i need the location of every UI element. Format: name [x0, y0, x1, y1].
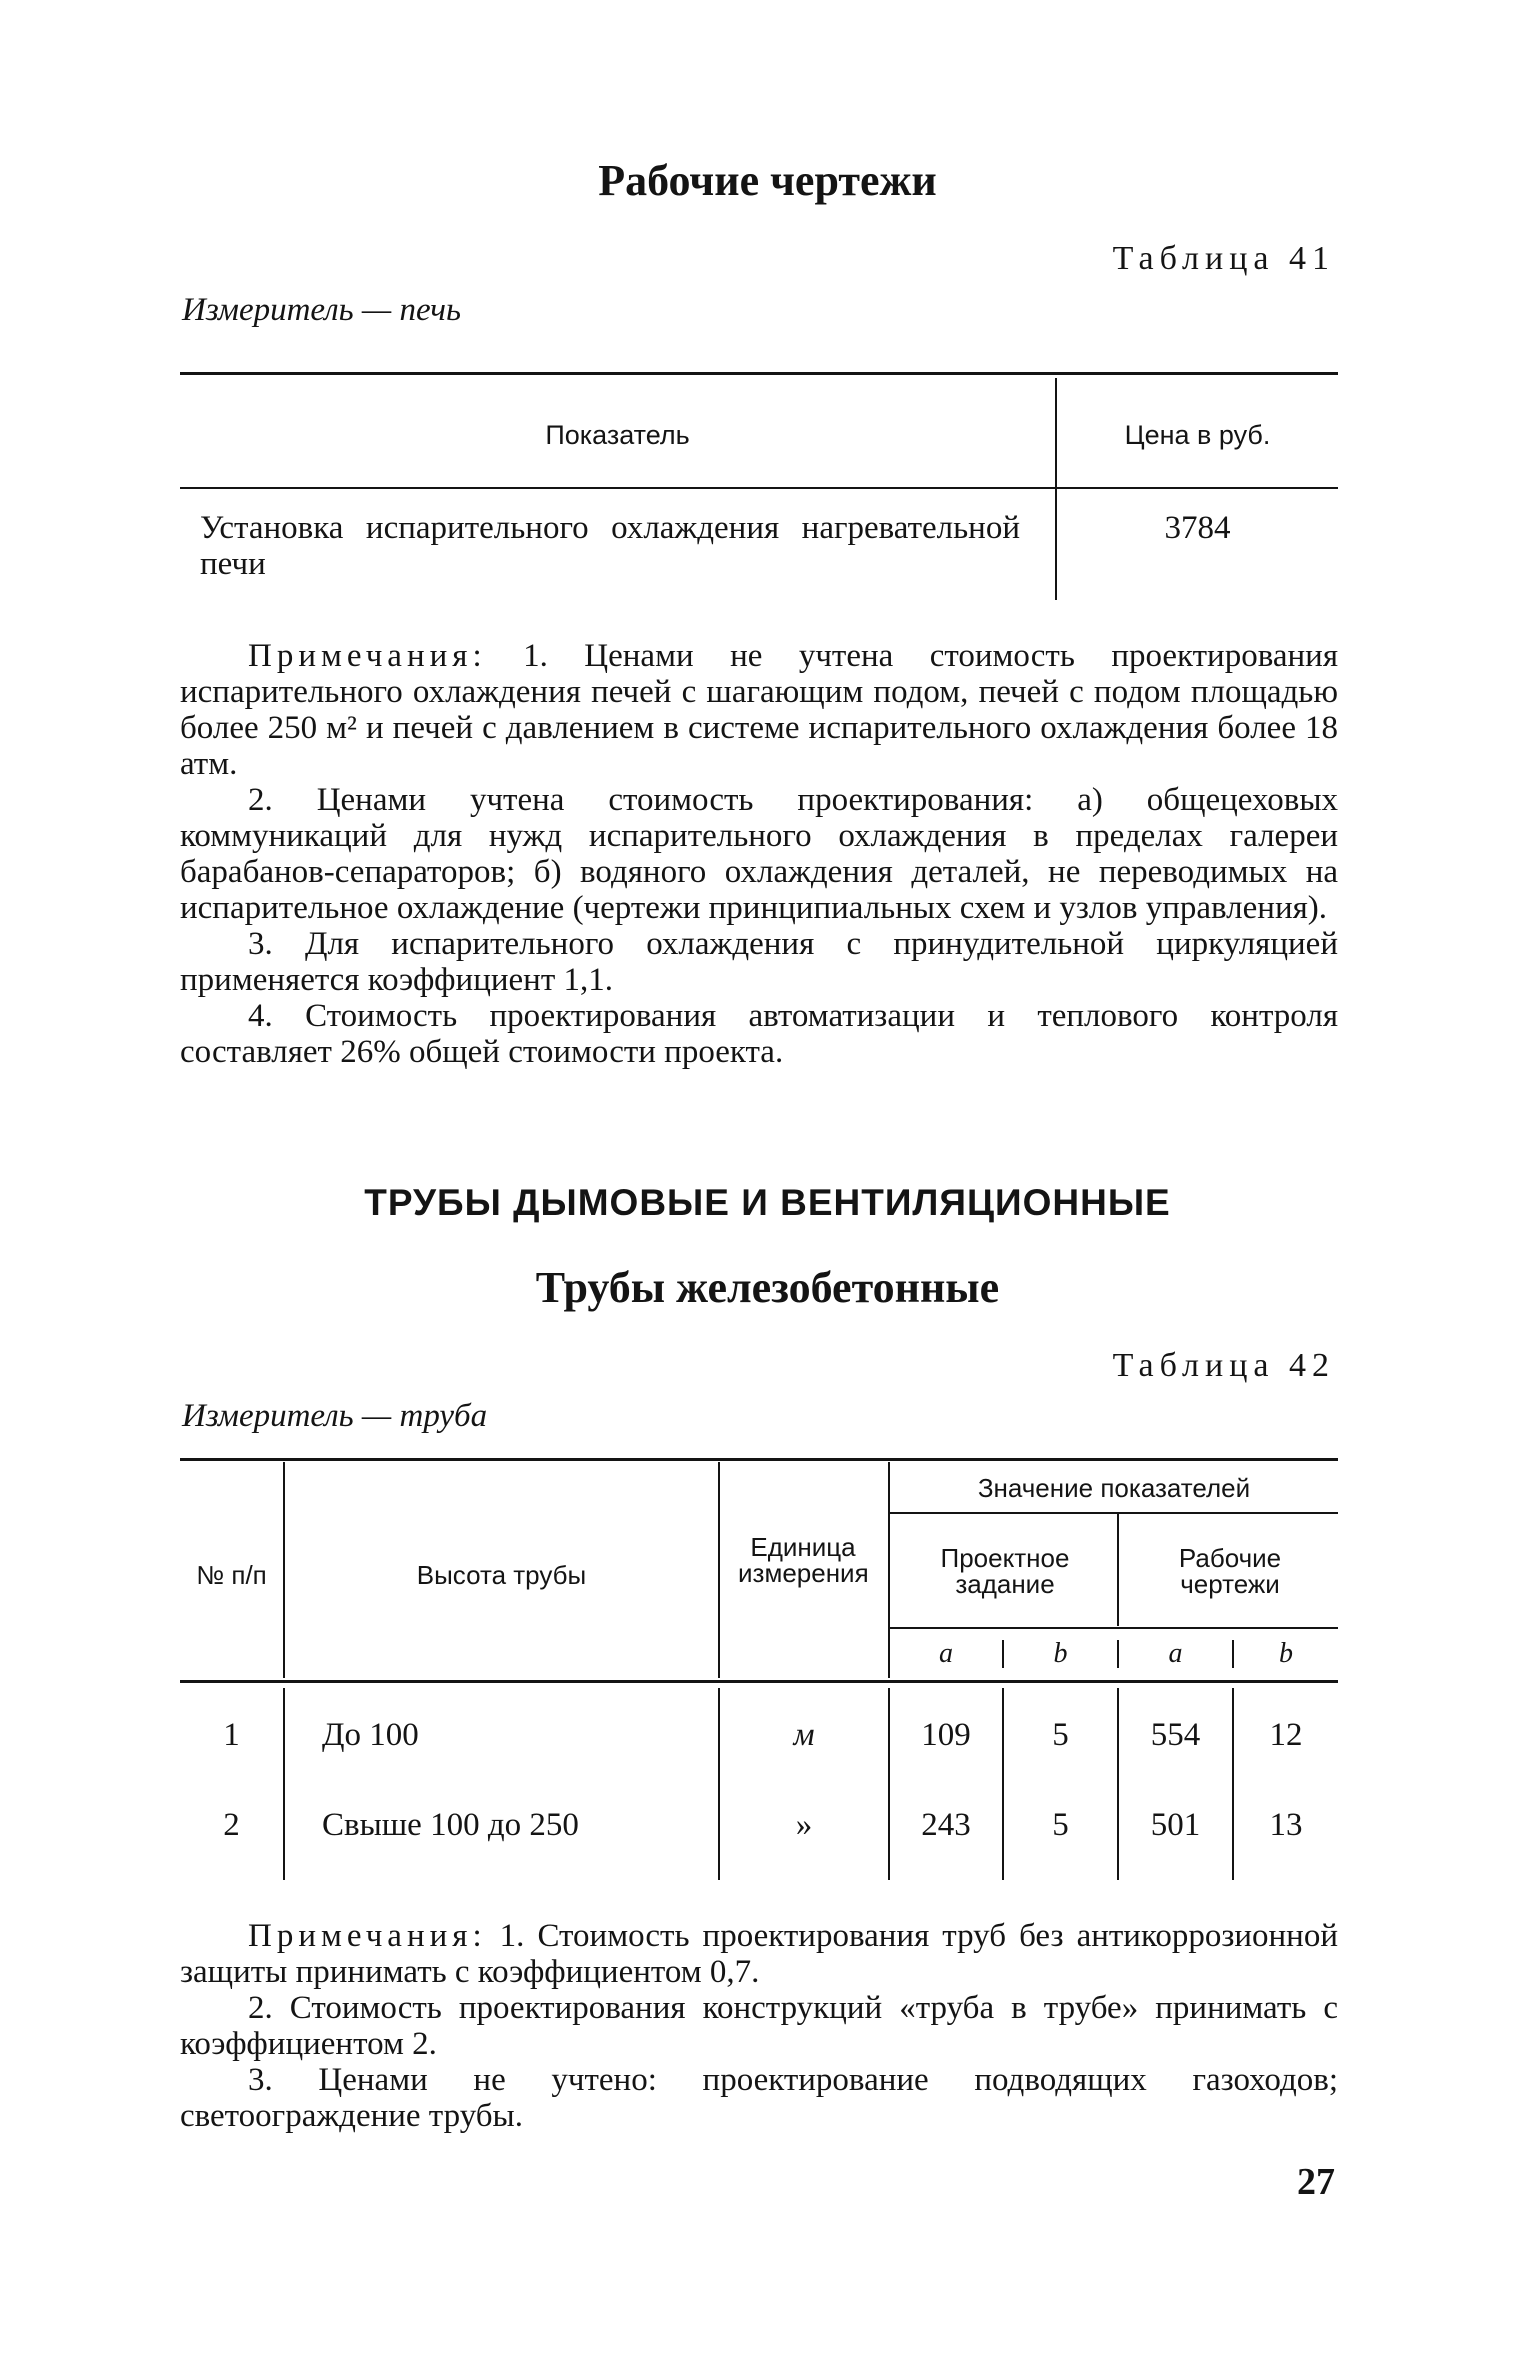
note-1: Примечания: 1. Стоимость проектирования труб без антикоррозионной защиты принимать с коэффициентом 0,7.: [180, 1918, 1338, 1990]
section-heading-chimneys: ТРУБЫ ДЫМОВЫЕ И ВЕНТИЛЯЦИОННЫЕ: [364, 1182, 1171, 1223]
section-title-working-drawings: Рабочие чертежи: [598, 156, 937, 205]
table-42-unit: Измеритель — труба: [182, 1398, 488, 1434]
table-41-row-indicator: Установка испарительного охлаждения нагревательной печи: [200, 510, 1020, 582]
table-42-header-project: Проектное задание: [940, 1543, 1070, 1599]
table-42-sub-a-working: a: [1168, 1638, 1183, 1669]
section1-notes: [180, 638, 1338, 1070]
table-41-row-price: 3784: [1164, 510, 1231, 546]
table-42-sub-b-project: b: [1053, 1638, 1068, 1669]
table-42-header-values: Значение показателей: [977, 1473, 1251, 1503]
page-number: 27: [1297, 2161, 1335, 2203]
table-41-header-indicator: Показатель: [545, 420, 690, 450]
table-42-header-number: № п/п: [196, 1560, 267, 1590]
note-3: 3. Ценами не учтено: проектирование подводящих газоходов; светоограждение трубы.: [180, 2062, 1338, 2134]
table-42-header-height: Высота трубы: [416, 1560, 587, 1590]
table-42-header-working: Рабочие чертежи: [1178, 1543, 1282, 1599]
section2-notes: [180, 1918, 1338, 2134]
table-42-label: Таблица 42: [1112, 1347, 1335, 1384]
section-title-concrete-pipes: Трубы железобетонные: [535, 1263, 1000, 1312]
note-3: 3. Для испарительного охлаждения с принудительной циркуляцией применяется коэффициент 1,1.: [180, 926, 1338, 998]
table-42-sub-b-working: b: [1279, 1638, 1293, 1669]
table-42-sub-a-project: a: [939, 1638, 953, 1669]
table-41-unit: Измеритель — печь: [182, 292, 461, 328]
note-2: 2. Ценами учтена стоимость проектирования: а) общецеховых коммуникаций для нужд испарительного охлаждения в пределах галереи барабанов-сепараторов; б) водяного охлаждения деталей, не переводимых на испарительное охлаждение (чертежи принципиальных схем и узлов управления).: [180, 782, 1338, 926]
table-42-header-unit: Единица измерения: [738, 1532, 869, 1588]
document-page: Рабочие чертежи Таблица 41 Измеритель — печь Показатель Цена в руб. Установка испарительного охлаждения нагревательной печи 3784 Примечания: 1. Ценами не учтена стоимость проектирования испарительного охлаждения печей с шагающим подом, печей с подом площадью более 250 м² и печей с давлением в системе испарительного охлаждения более 18 атм. 2. Ценами учтена стоимость проектирования: а) общецеховых коммуникаций для нужд испарительного охлаждения в пределах галереи барабанов-сепараторов; б) водяного охлаждения деталей, не переводимых на испарительное охлаждение (чертежи принципиальных схем и узлов управления). 3. Для испарительного охлаждения с принудительной циркуляцией применяется коэффициент 1,1. 4. Стоимость проектирования автоматизации и теплового контроля составляет 26% общей стоимости проекта. ТРУБЫ ДЫМОВЫЕ И ВЕНТИЛЯЦИОННЫЕ Трубы железобетонные Таблица 42 Измеритель — труба № п/п Высота трубы Единица измерения Значение показателей Проектное задание Рабочие чертежи a b a b 1 До 100 м 109 5 554 12 2 Свыше 100 до 250 » 243 5 501 13 Примечания: 1. Стоимость проектирования труб без антикоррозионной защиты принимать с коэффициентом 0,7. 2. Стоимость проектирования конструкций «труба в трубе» принимать с коэффициентом 2. 3. Ценами не учтено: проектирование подводящих газоходов; светоограждение трубы. 27: [0, 0, 1535, 2363]
note-4: 4. Стоимость проектирования автоматизации и теплового контроля составляет 26% общей стоимости проекта.: [180, 998, 1338, 1070]
note-2: 2. Стоимость проектирования конструкций «труба в трубе» принимать с коэффициентом 2.: [180, 1990, 1338, 2062]
table-41-header-price: Цена в руб.: [1124, 420, 1271, 450]
table-41-label: Таблица 41: [1112, 240, 1335, 277]
note-1: Примечания: 1. Ценами не учтена стоимость проектирования испарительного охлаждения печей с шагающим подом, печей с подом площадью более 250 м² и печей с давлением в системе испарительного охлаждения более 18 атм.: [180, 638, 1338, 782]
notes-label: Примечания:: [248, 1918, 487, 1954]
notes-label: Примечания:: [248, 638, 487, 674]
